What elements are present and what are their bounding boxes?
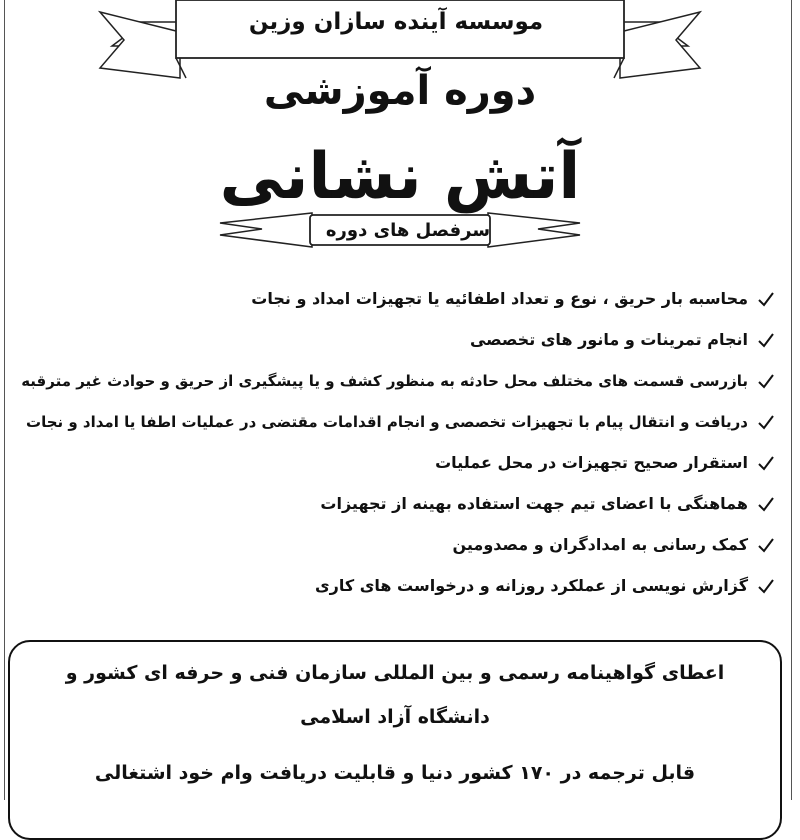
certificate-line: اعطای گواهینامه رسمی و بین المللی سازمان فنی و حرفه ای کشور و (65, 662, 725, 684)
checkmark-icon (758, 414, 774, 430)
checkmark-icon (758, 332, 774, 348)
checkmark-icon (758, 537, 774, 553)
checkmark-icon (758, 455, 774, 471)
topic-text: هماهنگی با اعضای تیم جهت استفاده بهینه از تجهیزات (320, 494, 748, 513)
topic-text: گزارش نویسی از عملکرد روزانه و درخواست های کاری (314, 576, 748, 595)
list-item (14, 565, 774, 606)
certificate-line: قابل ترجمه در ۱۷۰ کشور دنیا و قابلیت دریافت وام خود اشتغالی (94, 762, 696, 784)
checkmark-icon (758, 496, 774, 512)
organization-name: موسسه آینده سازان وزین (248, 9, 544, 35)
topics-heading: سرفصل های دوره (325, 220, 491, 241)
checkmark-icon (758, 578, 774, 594)
list-item (14, 319, 774, 360)
list-item (14, 524, 774, 565)
topic-text: محاسبه بار حریق ، نوع و تعداد اطفائیه یا تجهیزات امداد و نجات (251, 289, 748, 308)
checkmark-icon (758, 291, 774, 307)
topic-text: استقرار صحیح تجهیزات در محل عملیات (435, 453, 748, 472)
topic-text: کمک رسانی به امدادگران و مصدومین (452, 535, 748, 554)
list-item (14, 278, 774, 319)
list-item (14, 483, 774, 524)
topic-text: بازرسی قسمت های مختلف محل حادثه به منظور کشف و یا پیشگیری از حریق و حوادث غیر مترقبه (21, 371, 748, 390)
course-label: دوره آموزشی (263, 68, 537, 114)
course-subject: آتش نشانی (219, 140, 581, 214)
topics-list (14, 278, 774, 606)
list-item (14, 442, 774, 483)
checkmark-icon (758, 373, 774, 389)
topic-text: دریافت و انتقال پیام با تجهیزات تخصصی و انجام اقدامات مقتضی در عملیات اطفا یا امداد و نجات (26, 412, 748, 431)
certificate-line: دانشگاه آزاد اسلامی (300, 706, 490, 728)
list-item (14, 401, 774, 442)
topic-text: انجام تمرینات و مانور های تخصصی (469, 330, 748, 349)
list-item (14, 360, 774, 401)
